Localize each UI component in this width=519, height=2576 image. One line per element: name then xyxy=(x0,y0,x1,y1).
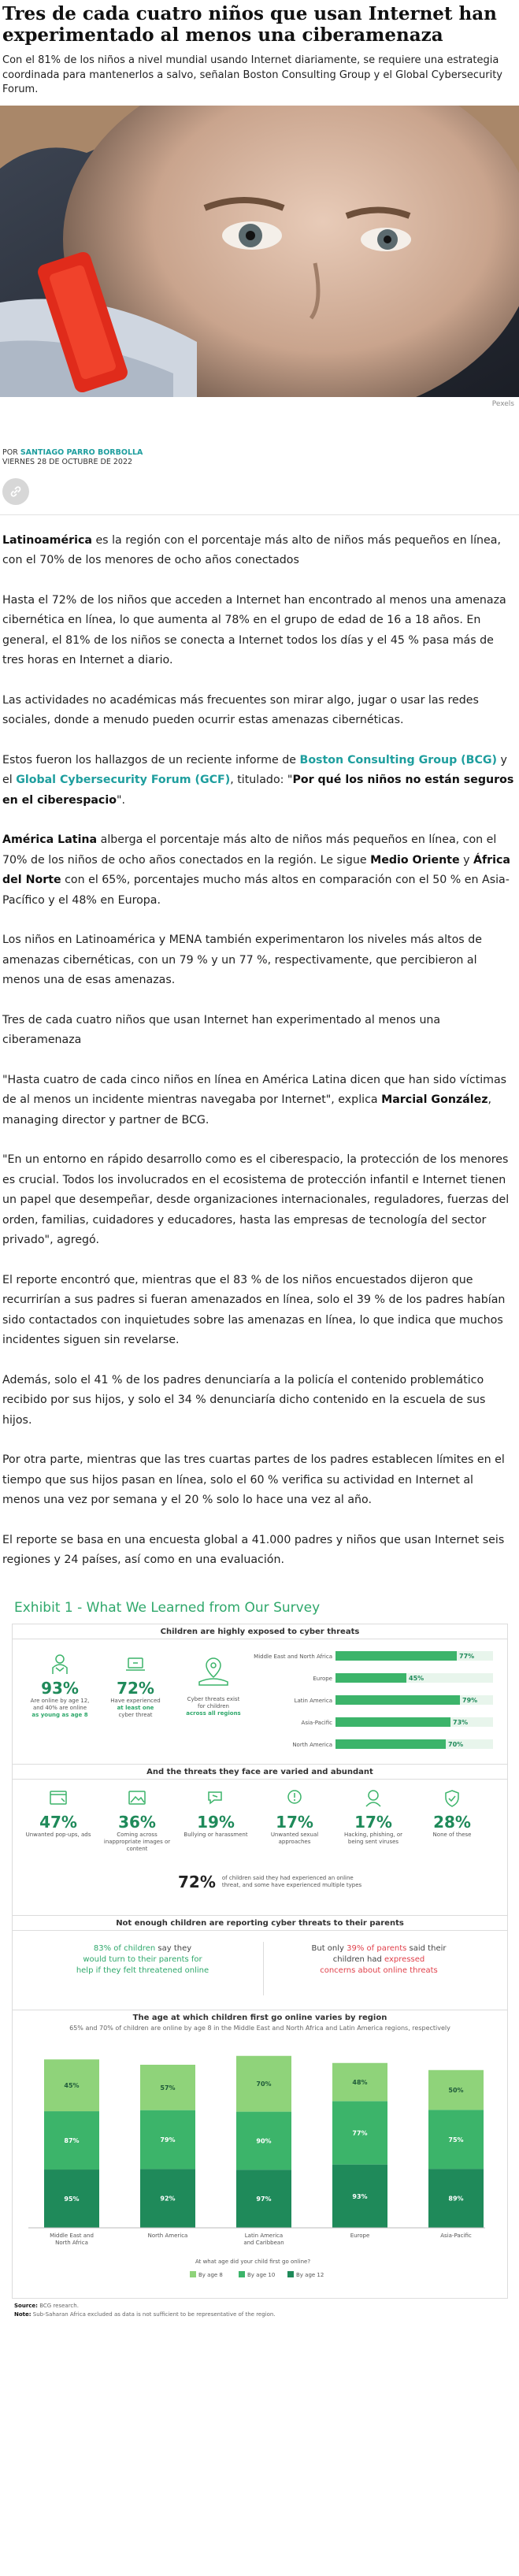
region-highlight: Medio Oriente xyxy=(370,853,460,867)
highlight-text: 39% of parents xyxy=(347,1943,407,1953)
children-turn-to-parents xyxy=(52,1943,233,1977)
paragraph xyxy=(2,751,514,811)
section-2-title: And the threats they face are varied and abundant xyxy=(13,1764,507,1780)
person-name: Marcial González xyxy=(381,1093,488,1106)
child-with-phone-illustration xyxy=(0,106,519,397)
bcg-link[interactable]: Boston Consulting Group (BCG) xyxy=(299,753,498,766)
stat-label-line: Have experienced xyxy=(110,1697,161,1704)
threat-type-item xyxy=(103,1787,171,1866)
paragraph-text: ". xyxy=(116,793,125,807)
bar xyxy=(335,1695,460,1705)
stat-label-line: for children xyxy=(198,1702,229,1709)
image-credit: Pexels xyxy=(491,399,514,408)
threat-value: 47% xyxy=(39,1812,77,1832)
stat-threat xyxy=(106,1654,165,1719)
paragraph: Hasta el 72% de los niños que acceden a Internet han encontrado al menos una amenaza cibernética en línea, lo que aumenta al 78% en el grupo de edad de 16 a 18 años. En general, el 81% de los niños se conecta a Internet todos los días y el 45 % pasa más de tres horas en Internet a diario. xyxy=(2,593,506,666)
section-1-title: Children are highly exposed to cyber threats xyxy=(13,1624,507,1639)
threat-types xyxy=(19,1787,491,1866)
region-highlight: Latinoamérica xyxy=(2,533,92,547)
threat-type-item xyxy=(339,1787,407,1866)
legend-label: By age 8 xyxy=(198,2271,223,2278)
paragraph: Por otra parte, mientras que las tres cuartas partes de los padres establecen límites en el tiempo que sus hijos pasan en línea, solo el 60 % verifica su actividad en Internet al menos una vez por semana y el 20 % solo lo hace una vez al año. xyxy=(2,1453,505,1506)
highlight-text: expressed xyxy=(384,1954,425,1964)
stat-label-line: Are online by age 12, xyxy=(30,1697,90,1704)
highlight-text: help if they felt threatened online xyxy=(76,1965,209,1975)
paragraph: "En un entorno en rápido desarrollo como es el ciberespacio, la protección de los menores es crucial. Todos los involucrados en el ecosistema de protección infantil e Internet tienen un papel que desempeñar, desde organizaciones internacionales, reguladores, fuerzas del orden, familias, cuidadores y educadores, hasta las empresas de tecnología del sector privado", agregó. xyxy=(2,1153,510,1246)
threat-value: 28% xyxy=(433,1812,471,1832)
paragraph: El reporte encontró que, mientras que el 83 % de los niños encuestados dijeron que recurrirían a sus padres si fueran amenazados en línea, solo el 39 % de los padres habían sido contactados con inquietudes sobre las amenazas en línea, lo que indica que muchos incidentes siguen sin revelarse. xyxy=(2,1273,506,1346)
report-title: Por qué los niños no están seguros en el ciberespacio xyxy=(2,774,514,807)
hacker-icon xyxy=(362,1787,384,1810)
byline xyxy=(0,448,519,467)
stack-value-label: 48% xyxy=(352,2078,368,2086)
bar-category-label: North America xyxy=(292,1741,332,1748)
bar xyxy=(335,1651,457,1661)
stack-value-label: 93% xyxy=(352,2192,368,2200)
stack-value-label: 70% xyxy=(256,2080,272,2088)
stat-label xyxy=(182,1696,245,1717)
body-text: said their xyxy=(406,1943,447,1953)
bar-category-label: Europe xyxy=(313,1675,332,1682)
paragraph xyxy=(2,531,514,571)
bar-category-label: Latin America xyxy=(294,1697,332,1704)
stat-value: 72% xyxy=(178,1872,216,1891)
note-label: Note: xyxy=(14,2311,32,2318)
stat-label xyxy=(222,1875,361,1889)
exhibit-title: Exhibit 1 - What We Learned from Our Survey xyxy=(14,1599,321,1616)
paragraph: El reporte se basa en una encuesta global a 41.000 padres y niños que usan Internet seis regiones y 24 países, así como en una evaluación. xyxy=(2,1533,505,1566)
exhibit-infographic xyxy=(0,1591,519,2319)
source-label: Source: xyxy=(14,2302,38,2309)
stat-label-line: threat, and some have experienced multiple types xyxy=(221,1881,362,1888)
paragraph xyxy=(2,1071,514,1131)
copy-link-button[interactable] xyxy=(2,478,29,505)
bar xyxy=(335,1739,446,1749)
note-text: Sub-Saharan Africa excluded as data is not sufficient to be representative of the region. xyxy=(31,2311,276,2318)
popup-icon xyxy=(47,1787,69,1810)
bar-value-label: 77% xyxy=(459,1652,475,1660)
stat-label-line: across all regions xyxy=(186,1709,241,1717)
paragraph: Los niños en Latinoamérica y MENA también experimentaron los niveles más altos de amenazas cibernéticas, con un 79 % y un 77 %, respectivamente, que percibieron al menos una de esas amenazas. xyxy=(2,934,482,986)
threat-type-item xyxy=(418,1787,486,1866)
threat-label: Bullying or harassment xyxy=(184,1831,248,1838)
highlight-text: would turn to their parents for xyxy=(83,1954,202,1964)
chat-icon xyxy=(205,1787,227,1810)
gcf-link[interactable]: Global Cybersecurity Forum (GCF) xyxy=(16,774,231,786)
threat-type-item xyxy=(261,1787,328,1866)
paragraph-text: y xyxy=(459,853,473,867)
bar-category-label: Asia-Pacific xyxy=(301,1719,332,1726)
stack-value-label: 77% xyxy=(352,2129,368,2137)
threat-value: 17% xyxy=(276,1812,313,1832)
threat-label: Unwanted sexual approaches xyxy=(270,1831,319,1845)
exhibit-panel xyxy=(12,1624,508,2299)
section-divider xyxy=(263,1942,264,1995)
paragraph-text: y el xyxy=(2,753,507,786)
shield-icon xyxy=(441,1787,463,1810)
body-text: children had xyxy=(332,1954,385,1964)
stack-category-label: Latin America xyxy=(244,2232,284,2239)
total-threat-stat xyxy=(178,1873,361,1891)
bar-value-label: 70% xyxy=(448,1740,464,1748)
threat-by-region-chart xyxy=(249,1644,499,1762)
stat-regions xyxy=(182,1655,245,1717)
legend-swatch xyxy=(190,2271,196,2277)
stat-label-line: at least one xyxy=(117,1704,154,1711)
threat-type-item xyxy=(24,1787,92,1866)
article-body xyxy=(0,515,519,1571)
legend-swatch xyxy=(287,2271,294,2277)
bar-value-label: 73% xyxy=(453,1718,469,1726)
bar-value-label: 45% xyxy=(409,1674,424,1682)
stat-label xyxy=(106,1698,165,1719)
exhibit-source xyxy=(2,2299,514,2319)
section-4-subtitle: 65% and 70% of children are online by age 8 in the Middle East and North Africa and Latin America regions, respectively xyxy=(69,2024,450,2032)
stat-value: 93% xyxy=(41,1678,79,1698)
stack-value-label: 57% xyxy=(160,2084,176,2092)
child-icon xyxy=(49,1654,71,1676)
threat-value: 17% xyxy=(354,1812,392,1832)
paragraph: Además, solo el 41 % de los padres denunciaría a la policía el contenido problemático recibido por sus hijos, y solo el 34 % denunciaría dicho contenido en la escuela de sus hijos. xyxy=(2,1373,486,1427)
body-text: But only xyxy=(311,1943,347,1953)
stack-value-label: 90% xyxy=(256,2136,272,2144)
stat-label-line: as young as age 8 xyxy=(32,1711,88,1718)
section-3-body xyxy=(13,1931,507,2010)
image-icon xyxy=(126,1787,148,1810)
stack-category-label: and Caribbean xyxy=(243,2239,284,2246)
highlight-text: concerns about online threats xyxy=(320,1965,438,1975)
threat-label: None of these xyxy=(432,1831,472,1838)
stat-label-line: and 40% are online xyxy=(32,1704,87,1711)
stack-value-label: 75% xyxy=(448,2136,464,2144)
stack-value-label: 95% xyxy=(64,2195,80,2203)
threat-label: Coming across inappropriate images or content xyxy=(103,1831,171,1852)
paragraph-text: , managing director y partner de BCG. xyxy=(2,1093,492,1127)
threat-value: 19% xyxy=(197,1812,235,1832)
section-3-title: Not enough children are reporting cyber threats to their parents xyxy=(13,1915,507,1931)
legend-swatch xyxy=(239,2271,245,2277)
section-4-title: The age at which children first go online varies by region xyxy=(13,2010,507,2025)
laptop-icon xyxy=(124,1654,146,1676)
legend-label: By age 10 xyxy=(247,2271,276,2278)
threat-label: Unwanted pop-ups, ads xyxy=(25,1831,91,1838)
byline-prefix: POR xyxy=(2,447,18,457)
stack-category-label: Europe xyxy=(350,2232,370,2239)
article-headline: Tres de cada cuatro niños que usan Internet han experimentado al menos una ciberamenaza xyxy=(2,3,497,46)
paragraph-text: "Hasta cuatro de cada cinco niños en línea en América Latina dicen que han sido víctimas de al menos un incidente mientras navegaba por Internet", explica xyxy=(2,1073,507,1106)
stat-label-line: cyber threat xyxy=(118,1711,153,1718)
stack-category-label: Middle East and xyxy=(50,2232,94,2239)
hero-image xyxy=(0,106,519,397)
threat-value: 36% xyxy=(118,1812,156,1832)
legend-label: By age 12 xyxy=(296,2271,324,2278)
stack-value-label: 97% xyxy=(256,2195,272,2203)
paragraph-text: con el 65%, porcentajes mucho más altos en comparación con el 50 % en Asia-Pacífico y el 48% en Europa. xyxy=(2,874,510,907)
bar-category-label: Middle East and North Africa xyxy=(254,1653,332,1660)
legend-title: At what age did your child first go online? xyxy=(195,2258,311,2265)
stat-label-line: of children said they had experienced an online xyxy=(221,1874,354,1881)
paragraph xyxy=(2,830,514,911)
paragraph-text: Estos fueron los hallazgos de un reciente informe de xyxy=(2,753,300,766)
stack-category-label: North Africa xyxy=(55,2239,88,2246)
highlight-text: 83% of children xyxy=(93,1943,156,1953)
stack-value-label: 45% xyxy=(64,2081,80,2089)
parents-contacted xyxy=(288,1943,469,1977)
article-lede: Con el 81% de los niños a nivel mundial usando Internet diariamente, se requiere una estrategia coordinada para mantenerlos a salvo, señalan Boston Consulting Group y el Global Cybersecurity Forum. xyxy=(2,54,503,95)
source-text: BCG research. xyxy=(37,2302,79,2309)
body-text: say they xyxy=(155,1943,192,1953)
bar-value-label: 79% xyxy=(462,1696,478,1704)
threat-label: Hacking, phishing, or being sent viruses xyxy=(343,1831,403,1845)
section-1-body xyxy=(13,1639,507,1764)
globe-pin-icon xyxy=(196,1655,231,1690)
region-highlight: África del Norte xyxy=(2,853,510,886)
publish-date: VIERNES 28 DE OCTUBRE DE 2022 xyxy=(2,457,133,466)
stat-label-line: Cyber threats exist xyxy=(187,1695,240,1702)
stack-value-label: 87% xyxy=(64,2136,80,2144)
bar xyxy=(335,1673,406,1683)
author-link[interactable]: SANTIAGO PARRO BORBOLLA xyxy=(20,447,143,457)
threat-type-item xyxy=(182,1787,250,1866)
paragraph-text: es la región con el porcentaje más alto de niños más pequeños en línea, con el 70% de los menores de ocho años conectados xyxy=(2,533,501,566)
region-highlight: América Latina xyxy=(2,833,98,846)
stack-value-label: 92% xyxy=(160,2195,176,2203)
section-2-body xyxy=(13,1780,507,1915)
stat-label xyxy=(30,1698,90,1719)
paragraph: Tres de cada cuatro niños que usan Internet han experimentado al menos una ciberamenaza xyxy=(2,1013,441,1046)
paragraph: Las actividades no académicas más frecuentes son mirar algo, jugar o usar las redes sociales, donde a menudo pueden ocurrir estas amenazas cibernéticas. xyxy=(2,693,479,726)
paragraph-text: , titulado: " xyxy=(230,774,293,786)
paragraph-text: alberga el porcentaje más alto de niños más pequeños en línea, con el 70% de los niños de ocho años conectados en la región. Le sigue xyxy=(2,833,497,867)
age-online-chart xyxy=(13,2035,493,2295)
stat-value: 72% xyxy=(117,1678,154,1698)
stack-value-label: 89% xyxy=(448,2195,464,2203)
link-icon xyxy=(9,485,22,498)
stack-value-label: 79% xyxy=(160,2136,176,2144)
stack-category-label: Asia-Pacific xyxy=(440,2232,472,2239)
stack-value-label: 50% xyxy=(448,2086,464,2094)
bar xyxy=(335,1717,450,1727)
stat-online xyxy=(30,1654,90,1719)
warning-icon xyxy=(284,1787,306,1810)
stack-category-label: North America xyxy=(147,2232,188,2239)
